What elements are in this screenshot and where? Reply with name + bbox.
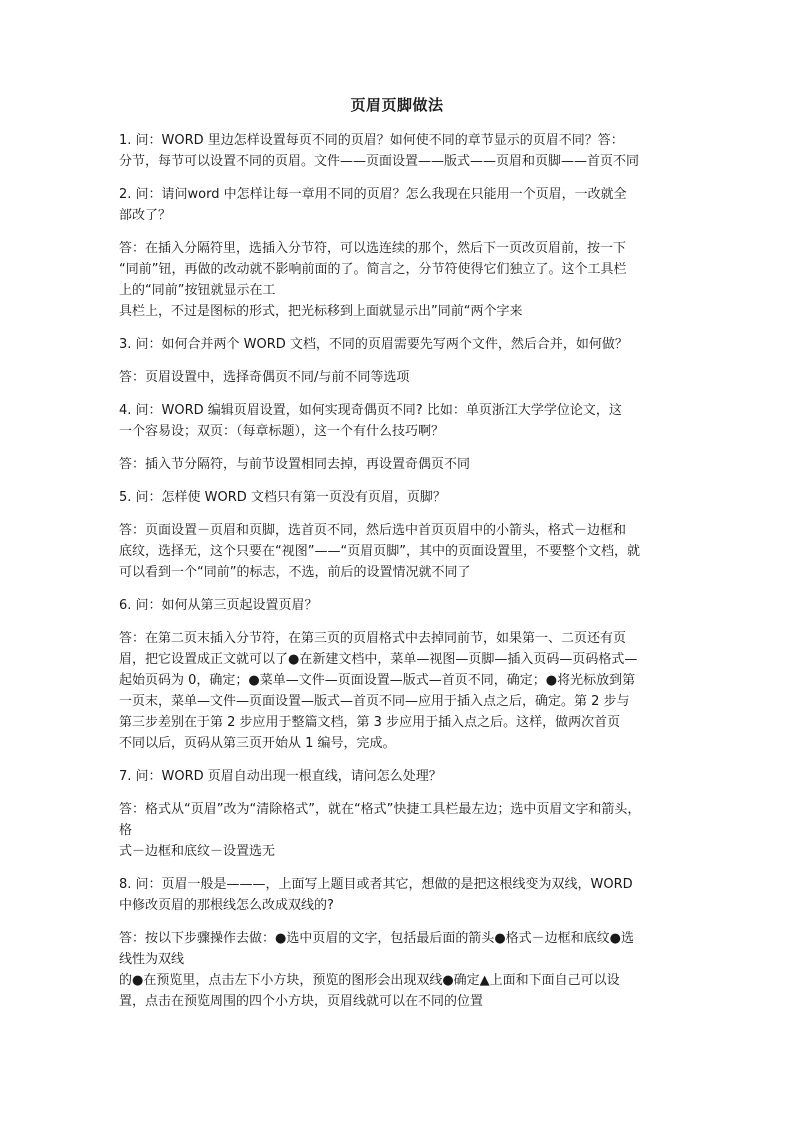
text-line: 的●在预览里，点击左下小方块，预览的图形会出现双线●确定▲上面和下面自己可以设 — [119, 973, 620, 988]
paragraph — [119, 367, 679, 388]
paragraph — [119, 301, 679, 322]
page-title: 页眉页脚做法 — [350, 96, 444, 114]
text-line: 一个容易设；双页：（每章标题），这一个有什么技巧啊？ — [119, 424, 445, 439]
paragraph — [119, 766, 679, 787]
paragraph — [119, 970, 679, 1012]
text-line: 8. 问：页眉一般是———，上面写上题目或者其它，想做的是把这根线变为双线，WORD — [119, 877, 633, 892]
text-line: 答：在插入分隔符里，选插入分节符，可以选连续的那个，然后下一页改页眉前，按一下 — [119, 241, 627, 256]
paragraph — [119, 874, 679, 916]
paragraph — [119, 628, 679, 754]
text-line: 7. 问：WORD 页眉自动出现一根直线，请问怎么处理？ — [119, 769, 442, 784]
text-line: 答：按以下步骤操作去做：●选中页眉的文字，包括最后面的箭头●格式－边框和底纹●选 — [119, 931, 635, 946]
text-line: 不同以后，页码从第三页开始从 1 编号，完成。 — [119, 736, 396, 751]
paragraph — [119, 595, 679, 616]
text-line: “同前”钮，再做的改动就不影响前面的了。简言之，分节符使得它们独立了。这个工具栏 — [119, 262, 627, 277]
text-line: 答：在第二页末插入分节符，在第三页的页眉格式中去掉同前节，如果第一、二页还有页 — [119, 631, 627, 646]
paragraph — [119, 799, 679, 841]
text-line: 格 — [119, 823, 133, 838]
text-line: 线性为双线 — [119, 952, 185, 967]
paragraph — [119, 400, 679, 442]
text-line: 上的“同前”按钮就显示在工 — [119, 283, 276, 298]
paragraph — [119, 928, 679, 970]
paragraph — [119, 334, 679, 355]
text-line: 部改了？ — [119, 208, 172, 223]
text-line: 答：页眉设置中，选择奇偶页不同/与前不同等选项 — [119, 370, 410, 385]
text-line: 一页末，菜单—文件—页面设置—版式—首页不同—应用于插入点之后，确定。第 2 步与 — [119, 694, 630, 709]
document-body — [119, 130, 679, 1024]
paragraph — [119, 238, 679, 301]
text-line: 答：格式从“页眉”改为“清除格式”，就在“格式”快捷工具栏最左边；选中页眉文字和箭头， — [119, 802, 641, 817]
paragraph — [119, 184, 679, 226]
text-line: 置，点击在预览周围的四个小方块，页眉线就可以在不同的位置 — [119, 994, 484, 1009]
text-line: 答：页面设置－页眉和页脚，选首页不同，然后选中首页页眉中的小箭头，格式－边框和 — [119, 523, 627, 538]
text-line: 5. 问：怎样使 WORD 文档只有第一页没有页眉，页脚？ — [119, 490, 446, 505]
paragraph — [119, 130, 679, 172]
text-line: 中修改页眉的那根线怎么改成双线的? — [119, 898, 334, 913]
text-line: 1. 问：WORD 里边怎样设置每页不同的页眉？如何使不同的章节显示的页眉不同？答： — [119, 133, 624, 148]
text-line: 2. 问：请问word 中怎样让每一章用不同的页眉？怎么我现在只能用一个页眉，一改就全 — [119, 187, 627, 202]
text-line: 起始页码为 0，确定；●菜单—文件—页面设置—版式—首页不同，确定；●将光标放到第 — [119, 673, 636, 688]
paragraph — [119, 520, 679, 583]
paragraph — [119, 487, 679, 508]
text-line: 第三步差别在于第 2 步应用于整篇文档，第 3 步应用于插入点之后。这样，做两次首页 — [119, 715, 621, 730]
text-line: 答：插入节分隔符，与前节设置相同去掉，再设置奇偶页不同 — [119, 457, 471, 472]
text-line: 底纹，选择无，这个只要在“视图”——“页眉页脚”，其中的页面设置里，不要整个文档，就 — [119, 544, 640, 559]
text-line: 眉，把它设置成正文就可以了●在新建文档中，菜单—视图—页脚—插入页码—页码格式— — [119, 652, 638, 667]
text-line: 分节，每节可以设置不同的页眉。文件——页面设置——版式——页眉和页脚——首页不同 — [119, 154, 640, 169]
text-line: 可以看到一个“同前”的标志，不选，前后的设置情况就不同了 — [119, 565, 471, 580]
paragraph — [119, 454, 679, 475]
text-line: 具栏上，不过是图标的形式，把光标移到上面就显示出”同前“两个字来 — [119, 304, 523, 319]
text-line: 4. 问：WORD 编辑页眉设置，如何实现奇偶页不同? 比如：单页浙江大学学位论文，这 — [119, 403, 622, 418]
text-line: 6. 问：如何从第三页起设置页眉？ — [119, 598, 318, 613]
text-line: 式－边框和底纹－设置选无 — [119, 844, 276, 859]
text-line: 3. 问：如何合并两个 WORD 文档，不同的页眉需要先写两个文件，然后合并，如何做？ — [119, 337, 628, 352]
paragraph — [119, 841, 679, 862]
